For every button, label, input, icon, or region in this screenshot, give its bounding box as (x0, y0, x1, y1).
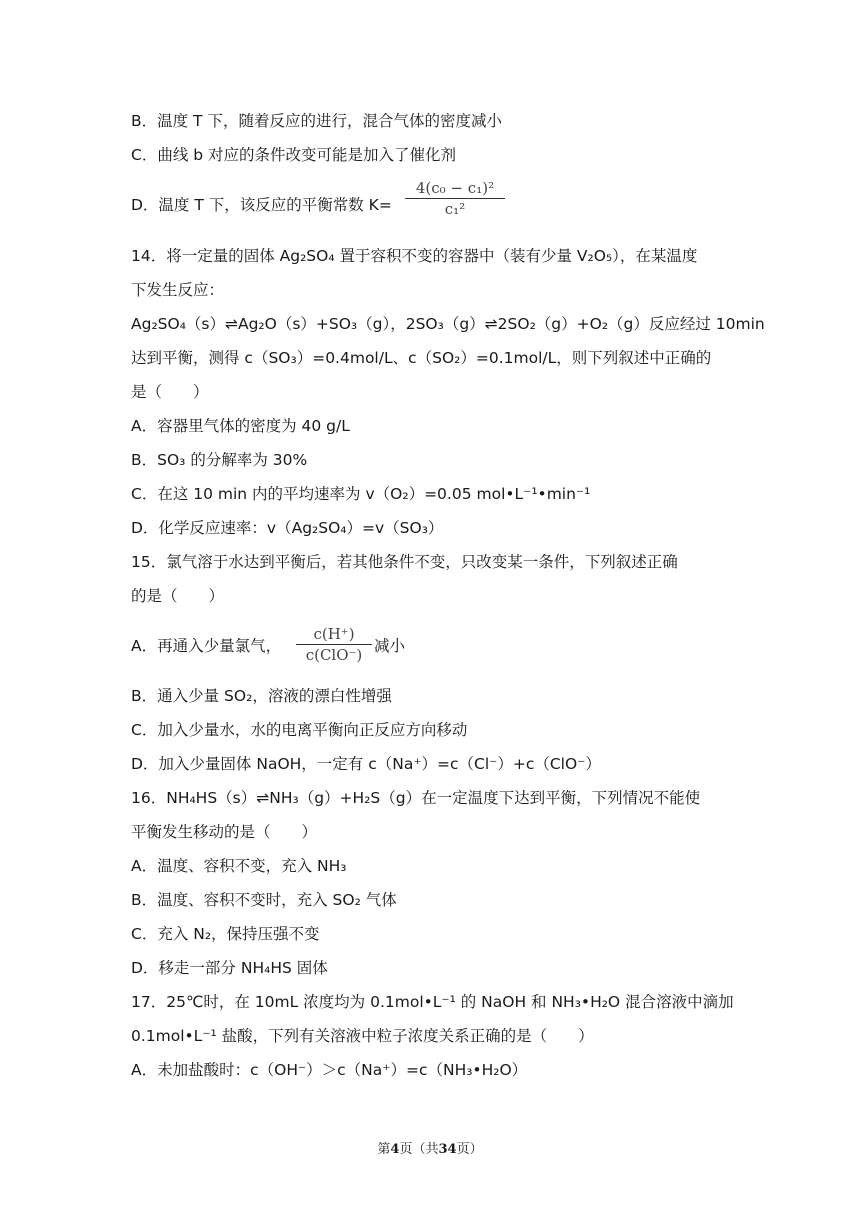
q15-option-a-suffix: 减小 (374, 637, 406, 655)
equilibrium-constant-fraction (405, 178, 505, 219)
footer-prefix: 第 (377, 1142, 391, 1157)
q17-stem-line-1: 17．25℃时，在 10mL 浓度均为 0.1mol•L⁻¹ 的 NaOH 和 NH₃•H₂O 混合溶液中滴加 (131, 993, 734, 1011)
q13-option-d: D．温度 T 下，该反应的平衡常数 K= (131, 196, 392, 214)
q14-option-a: A．容器里气体的密度为 40 g/L (131, 417, 350, 435)
q13-option-c: C．曲线 b 对应的条件改变可能是加入了催化剂 (131, 146, 457, 164)
q14-stem-line-2: 下发生反应： (131, 281, 225, 299)
q16-stem-line-2: 平衡发生移动的是（ ） (131, 823, 318, 841)
q16-stem-line-1: 16．NH₄HS（s）⇌NH₃（g）+H₂S（g）在一定温度下达到平衡，下列情况不能使 (131, 789, 701, 807)
q14-stem-line-5: 是（ ） (131, 383, 209, 401)
q15-option-a-prefix: A．再通入少量氯气， (131, 637, 282, 655)
q16-option-d: D．移走一部分 NH₄HS 固体 (131, 959, 328, 977)
q14-option-d: D．化学反应速率：v（Ag₂SO₄）=v（SO₃） (131, 519, 444, 537)
footer-suffix: 页） (456, 1142, 483, 1157)
q15-stem-line-2: 的是（ ） (131, 587, 225, 605)
fraction-denominator: c(ClO⁻) (305, 646, 363, 664)
q16-option-c: C．充入 N₂，保持压强不变 (131, 925, 320, 943)
fraction-numerator: c(H⁺) (313, 625, 355, 643)
q14-stem-line-4: 达到平衡，测得 c（SO₃）=0.4mol/L、c（SO₂）=0.1mol/L，则下列叙述中正确的 (131, 349, 712, 367)
q15-stem-line-1: 15．氯气溶于水达到平衡后，若其他条件不变，只改变某一条件，下列叙述正确 (131, 553, 678, 571)
concentration-ratio-fraction (296, 624, 372, 665)
q17-stem-line-2: 0.1mol•L⁻¹ 盐酸，下列有关溶液中粒子浓度关系正确的是（ ） (131, 1027, 594, 1045)
footer-total-pages: 34 (438, 1142, 457, 1157)
page-footer (0, 1138, 860, 1157)
q14-option-b: B．SO₃ 的分解率为 30% (131, 451, 308, 469)
fraction-numerator: 4(c₀ − c₁)² (415, 179, 495, 197)
q14-option-c: C．在这 10 min 内的平均速率为 v（O₂）=0.05 mol•L⁻¹•min⁻¹ (131, 485, 591, 503)
q17-option-a: A．未加盐酸时：c（OH⁻）＞c（Na⁺）=c（NH₃•H₂O） (131, 1061, 528, 1079)
q16-option-a: A．温度、容积不变，充入 NH₃ (131, 857, 347, 875)
q14-stem-line-3: Ag₂SO₄（s）⇌Ag₂O（s）+SO₃（g），2SO₃（g）⇌2SO₂（g）+O₂（g）反应经过 10min (131, 315, 765, 333)
footer-middle: 页（共 (399, 1142, 439, 1157)
q15-option-b: B．通入少量 SO₂，溶液的漂白性增强 (131, 687, 392, 705)
footer-page-number: 4 (390, 1142, 400, 1157)
q15-option-d: D．加入少量固体 NaOH，一定有 c（Na⁺）=c（Cl⁻）+c（ClO⁻） (131, 755, 601, 773)
q14-stem-line-1: 14．将一定量的固体 Ag₂SO₄ 置于容积不变的容器中（装有少量 V₂O₅），在某温度 (131, 247, 698, 265)
q13-option-b: B．温度 T 下，随着反应的进行，混合气体的密度减小 (131, 112, 502, 130)
fraction-denominator: c₁² (444, 200, 466, 218)
q16-option-b: B．温度、容积不变时，充入 SO₂ 气体 (131, 891, 397, 909)
q15-option-c: C．加入少量水，水的电离平衡向正反应方向移动 (131, 721, 468, 739)
